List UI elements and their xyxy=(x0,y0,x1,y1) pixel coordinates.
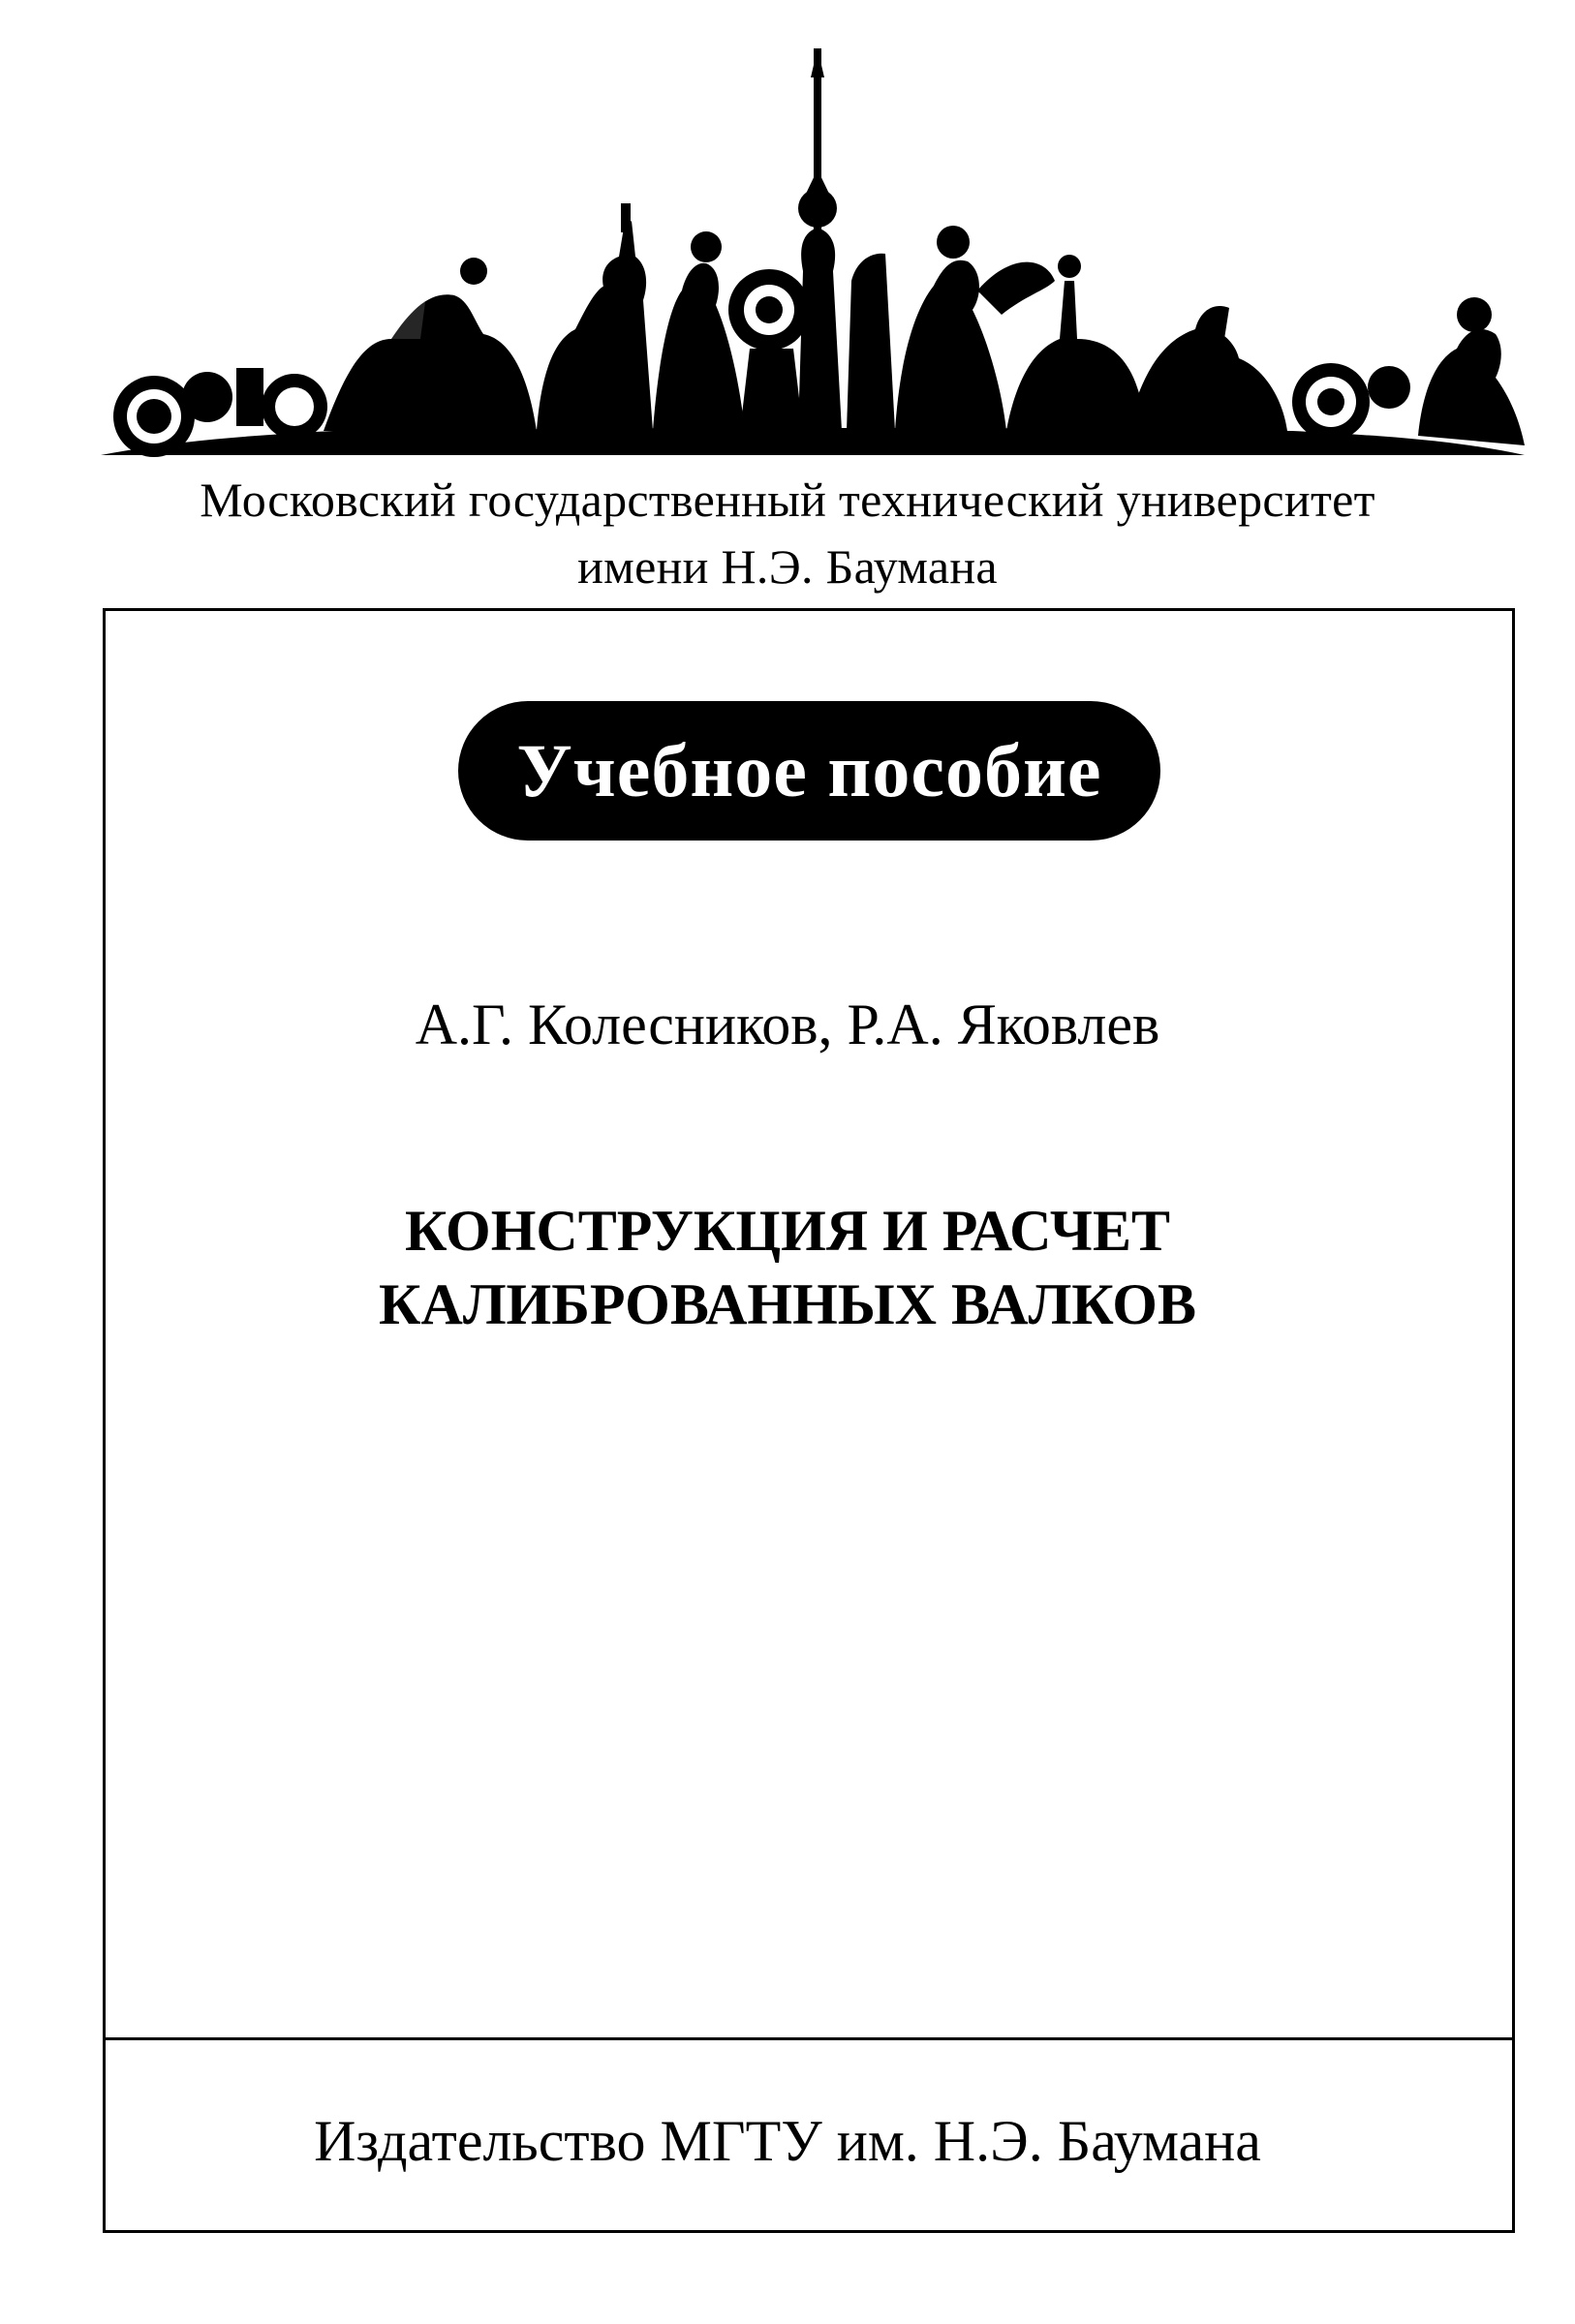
publisher: Издательство МГТУ им. Н.Э. Баумана xyxy=(314,2109,1261,2173)
sculpture-group-emblem-icon xyxy=(101,48,1525,465)
university-name-line2: имени Н.Э. Баумана xyxy=(577,539,998,594)
series-badge-label: Учебное пособие xyxy=(516,728,1102,812)
authors: А.Г. Колесников, Р.А. Яковлев xyxy=(415,993,1160,1056)
publisher-divider xyxy=(103,2037,1515,2040)
university-name-line1: Московский государственный технический университет xyxy=(200,473,1375,527)
cover-frame xyxy=(103,608,1515,2233)
book-title-line2: КАЛИБРОВАННЫХ ВАЛКОВ xyxy=(379,1272,1196,1336)
book-title-line1: КОНСТРУКЦИЯ И РАСЧЕТ xyxy=(405,1199,1170,1263)
series-badge xyxy=(458,701,1160,841)
